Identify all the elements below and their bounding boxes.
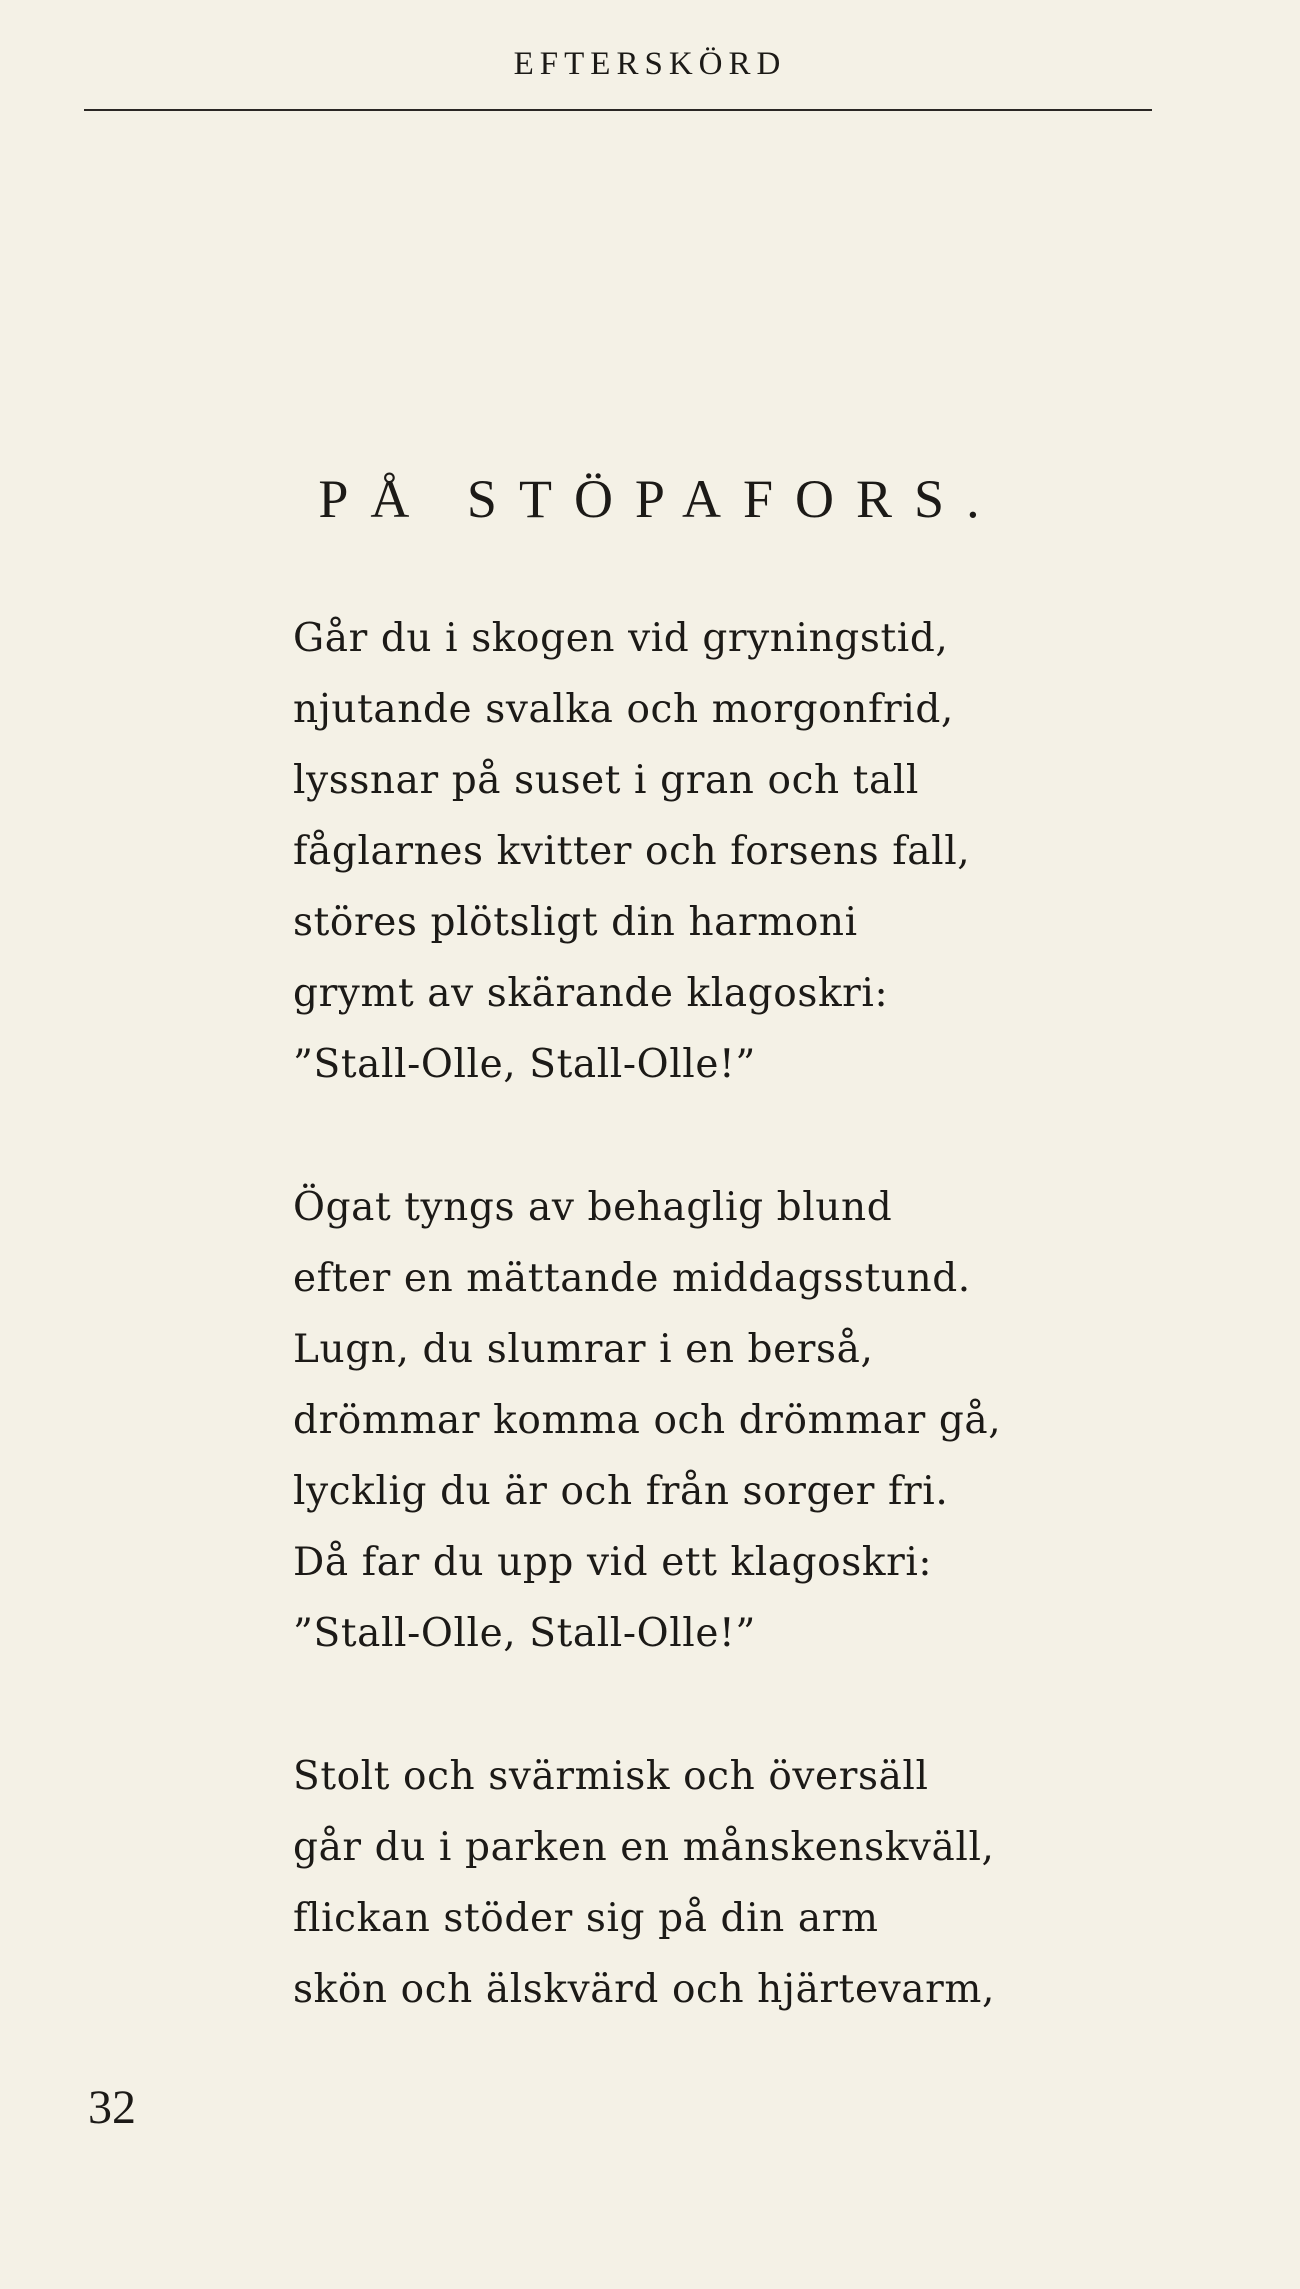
verse-line: drömmar komma och drömmar gå, (293, 1398, 1002, 1443)
verse-line: ”Stall-Olle, Stall-Olle!” (293, 1611, 756, 1656)
verse-line: Går du i skogen vid gryningstid, (293, 616, 949, 661)
verse-line: lycklig du är och från sorger fri. (293, 1469, 949, 1514)
stanza-1 (293, 603, 1213, 1100)
header-rule (84, 109, 1152, 111)
verse-line: störes plötsligt din harmoni (293, 900, 858, 945)
stanza-2 (293, 1172, 1213, 1669)
running-head: EFTERSKÖRD (513, 46, 787, 82)
verse-line: efter en mättande middagsstund. (293, 1256, 971, 1301)
verse-line: Ögat tyngs av behaglig blund (293, 1185, 893, 1230)
verse-line: grymt av skärande klagoskri: (293, 971, 889, 1016)
verse-line: njutande svalka och morgonfrid, (293, 687, 954, 732)
page-number: 32 (88, 2081, 136, 2134)
verse-line: Lugn, du slumrar i en berså, (293, 1327, 874, 1372)
verse-line: flickan stöder sig på din arm (293, 1896, 879, 1941)
stanza-3 (293, 1741, 1213, 2025)
verse-line: skön och älskvärd och hjärtevarm, (293, 1967, 995, 2012)
verse-line: lyssnar på suset i gran och tall (293, 758, 920, 803)
verse-line: Då far du upp vid ett klagoskri: (293, 1540, 933, 1585)
poem-title: PÅ STÖPAFORS. (318, 469, 1002, 529)
verse-line: ”Stall-Olle, Stall-Olle!” (293, 1042, 756, 1087)
verse-line: fåglarnes kvitter och forsens fall, (293, 829, 971, 874)
verse-line: går du i parken en månskenskväll, (293, 1825, 995, 1870)
verse-line: Stolt och svärmisk och översäll (293, 1754, 929, 1799)
poem-body (293, 603, 1213, 2097)
